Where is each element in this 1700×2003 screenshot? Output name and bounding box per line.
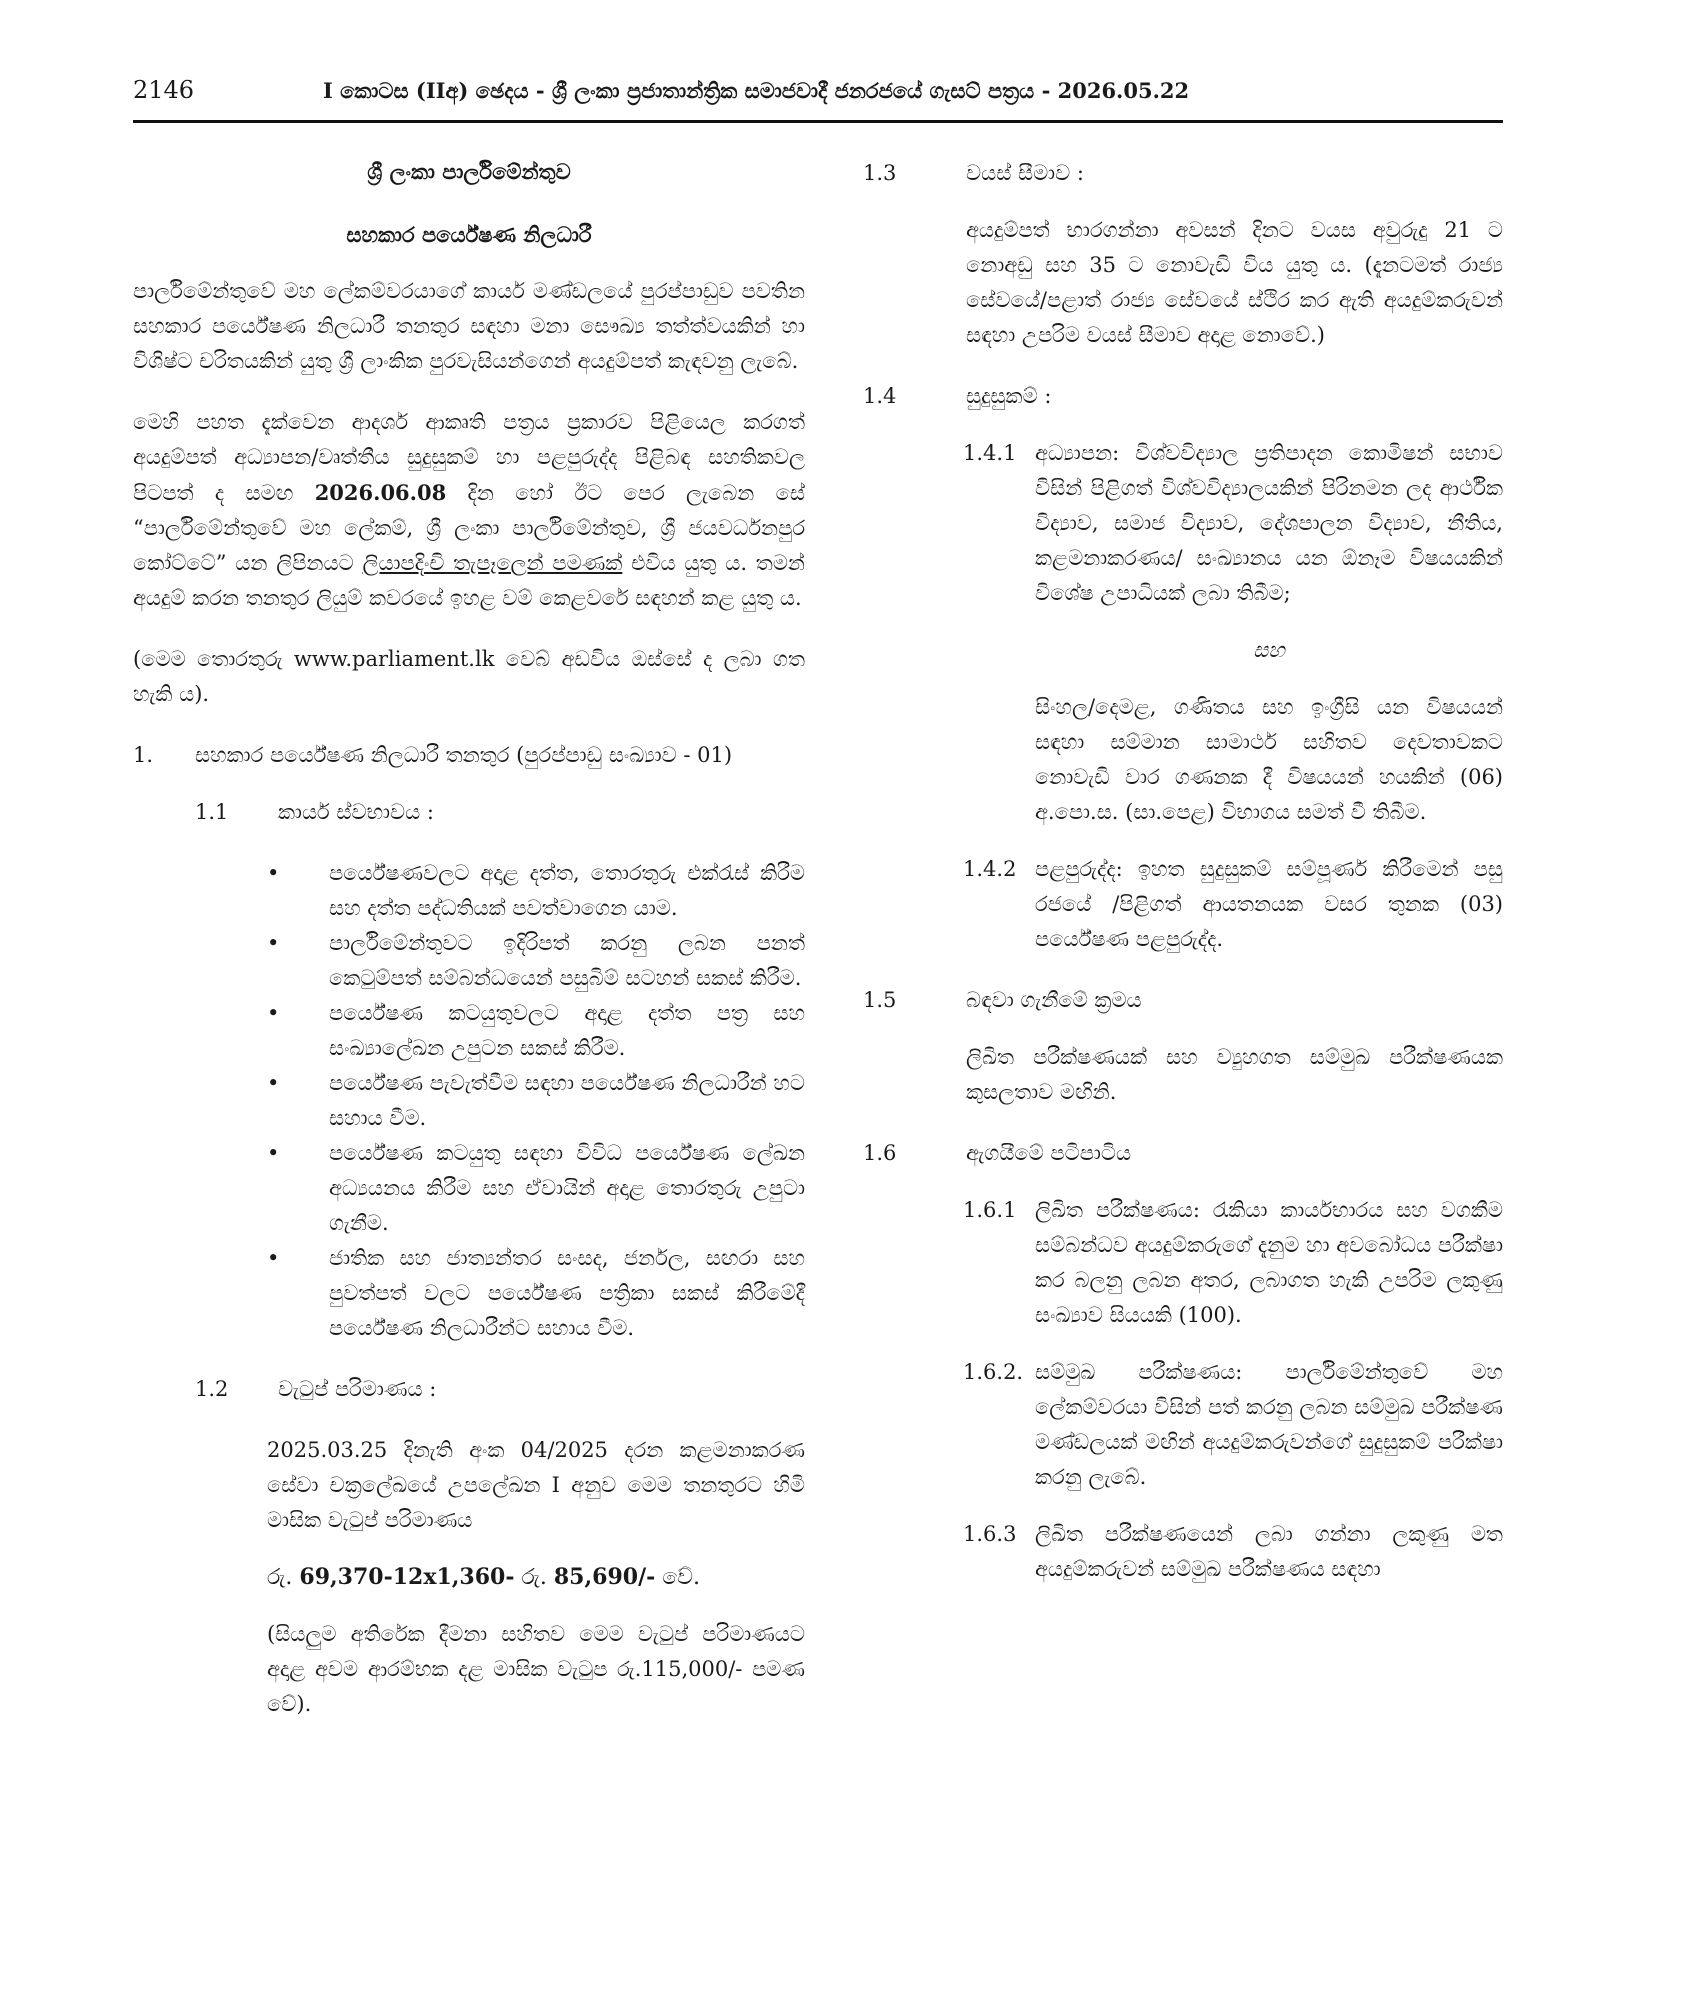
section-1-number: 1.	[133, 743, 154, 767]
submission-text-a: මෙහි පහත දැක්වෙන ආදර්ශ ආකෘති පත්‍රය ප්‍රකාරව පිළියෙල කරගත් අයදුම්පත් අධ්‍යාපන/වෘත්තීය සුදුසුකම් හා පළපුරුද්ද පිළිබඳ සහතිකවල පිටපත් ද සමඟ	[133, 410, 805, 505]
duty-item	[267, 996, 805, 1066]
section-1-6-1	[963, 1193, 1503, 1333]
gazette-page	[133, 0, 1503, 2003]
written-exam-text: ලිඛිත පරීක්ෂණය: රැකියා කාර්යභාරය සහ වගකීම සම්බන්ධව අයදුම්කරුගේ දැනුම හා අවබෝධය පරීක්ෂා කර බලනු ලබන අතර, ලබාගත හැකි උපරිම ලකුණු සංඛ්‍යාව සියයකි (100).	[1035, 1198, 1503, 1327]
salary-mid: රු.	[521, 1565, 547, 1590]
section-1-1-title: කාර්ය ස්වභාවය :	[278, 800, 435, 824]
ol-qualification: සිංහල/දෙමළ, ගණිතය සහ ඉංග්‍රීසි යන විෂයයන් සඳහා සම්මාන සාමාර්ථ සහිතව දෙවතාවකට නොවැඩි වාර ගණනක දී විෂයයන් හයකින් (06) අ.පො.ස. (සා.පෙළ) විභාගය සමත් වී තිබීම.	[1035, 695, 1503, 824]
section-1-3-number: 1.3	[863, 161, 897, 185]
submission-text-b: දින හෝ ඊට පෙර ලැබෙන සේ “පාර්ලිමේන්තුවේ මහ ලේකම්, ශ්‍රී ලංකා පාර්ලිමේන්තුව, ශ්‍රී ජයවර්ධනපුර කෝට්ටේ” යන ලිපිනයට	[133, 481, 806, 575]
registered-post-note: ලියාපදිංචි තැපෑලෙන් පමණක්	[362, 551, 623, 575]
section-1-4-2	[963, 852, 1503, 957]
salary-circular-text: 2025.03.25 දිනැති අංක 04/2025 දරන කළමනාකරණ සේවා චක්‍රලේඛයේ උපලේඛන I අනුව මෙම තනතුරට හිමි මාසික වැටුප් පරිමාණය	[267, 1438, 805, 1532]
salary-scale-line	[267, 1560, 805, 1595]
experience-qualification: පළපුරුද්ද: ඉහත සුදුසුකම් සම්පූර්ණ කිරීමෙන් පසු රජයේ /පිළිගත් ආයතනයක වසර තුනක (03) පර්යේෂණ පළපුරුද්ද.	[1035, 857, 1503, 951]
section-1-5	[863, 983, 1503, 1018]
duty-text: පර්යේෂණ පැවැත්වීම සඳහා පර්යේෂණ නිලධාරීන් හට සහාය වීම.	[329, 1071, 806, 1130]
duty-text: පාර්ලිමේන්තුවට ඉදිරිපත් කරනු ලබන පනත් කෙටුම්පත් සම්බන්ධයෙන් පසුබිම් සටහන් සකස් කිරීම.	[329, 931, 805, 990]
section-1-6-number: 1.6	[863, 1141, 897, 1165]
section-1-6-title: ඇගයීමේ පටිපාටිය	[966, 1141, 1132, 1165]
interview-text: සම්මුඛ පරීක්ෂණය: පාර්ලිමේන්තුවේ මහ ලේකම්වරයා විසින් පත් කරනු ලබන සම්මුඛ පරීක්ෂණ මණ්ඩලයක් මඟින් අයදුම්කරුවන්ගේ සුදුසුකම් පරීක්ෂා කරනු ලැබේ.	[1035, 1360, 1503, 1489]
section-1-6-3	[963, 1517, 1503, 1587]
duty-item	[267, 926, 805, 996]
salary-note: (සියලුම අතිරේක දීමනා සහිතව මෙම වැටුප් පරිමාණයට අදාළ අවම ආරම්භක දළ මාසික වැටුප රු.115,000/- පමණ වේ).	[267, 1622, 805, 1716]
salary-scale: 69,370-12x1,360-	[299, 1564, 515, 1590]
section-1-4-title: සුදුසුකම් :	[966, 384, 1052, 408]
section-1-2-number: 1.2	[195, 1377, 229, 1401]
duty-text: පර්යේෂණ කටයුතු සඳහා විවිධ පර්යේෂණ ලේඛන අධ්‍යයනය කිරීම සහ ඒවායින් අදාළ තොරතුරු උපුටා ගැනීම.	[329, 1141, 805, 1235]
duty-text: ජාතික සහ ජාත්‍යන්තර සංසද, ජර්නල, සඟරා සහ පුවත්පත් වලට පර්යේෂණ පත්‍රිකා සකස් කිරීමේදී පර්යේෂණ නිලධාරීන්ට සහාය වීම.	[329, 1246, 805, 1340]
section-1-4-1-number: 1.4.1	[963, 441, 1017, 465]
section-1-4-2-number: 1.4.2	[963, 857, 1017, 881]
section-1-4-number: 1.4	[863, 384, 897, 408]
section-1-1	[133, 795, 805, 830]
duty-text: පර්යේෂණ කටයුතුවලට අදාළ දත්ත පත්‍ර සහ සංඛ්‍යාලේඛන උපුටන සකස් කිරීම.	[329, 1001, 805, 1060]
section-1-6-1-number: 1.6.1	[963, 1198, 1017, 1222]
section-1-6-2	[963, 1355, 1503, 1495]
right-column	[863, 148, 1503, 1587]
salary-suffix: වේ.	[662, 1565, 701, 1590]
section-1-3	[863, 156, 1503, 191]
section-1-6-3-number: 1.6.3	[963, 1522, 1017, 1546]
bullet-icon: •	[267, 1001, 280, 1025]
page-number: 2146	[133, 76, 195, 104]
recruitment-method-text: ලිඛිත පරීක්ෂණයක් සහ ව්‍යුහගත සම්මුඛ පරීක්ෂණයක කුසලතාව මඟිනි.	[966, 1045, 1503, 1104]
section-1-4-1	[963, 436, 1503, 611]
section-1-3-title: වයස් සීමාව :	[966, 161, 1084, 185]
section-1-5-title: බඳවා ගැනීමේ ක්‍රමය	[966, 988, 1142, 1012]
duty-item	[267, 1136, 805, 1241]
salary-max: 85,690/-	[553, 1564, 656, 1590]
bullet-icon: •	[267, 1141, 280, 1165]
section-1	[133, 738, 805, 773]
left-column	[133, 148, 805, 1722]
education-qualification: අධ්‍යාපන: විශ්වවිද්‍යාල ප්‍රතිපාදන කොමිෂන් සභාව විසින් පිළිගත් විශ්වවිද්‍යාලයකින් පිරිනමන ලද ආර්ථික විද්‍යාව, සමාජ විද්‍යාව, දේශපාලන විද්‍යාව, නීතිය, කළමනාකරණය/ සංඛ්‍යානය යන ඕනෑම විෂයයකින් විශේෂ උපාධියක් ලබා තිබීම;	[1035, 441, 1503, 605]
bullet-icon: •	[267, 931, 280, 955]
bullet-icon: •	[267, 861, 280, 885]
duty-item	[267, 1241, 805, 1346]
salary-prefix: රු.	[267, 1565, 293, 1590]
heading-parliament: ශ්‍රී ලංකා පාර්ලිමේන්තුව	[367, 159, 571, 184]
section-1-6-2-number: 1.6.2.	[963, 1360, 1024, 1384]
gazette-title: I කොටස (IIඅ) ඡෙදය - ශ්‍රී ලංකා ප්‍රජාතාන්ත්‍රික සමාජවාදී ජනරජයේ ගැසට් පත්‍රය - 2026.05.22	[323, 78, 1190, 103]
age-limit-text: අයදුම්පත් භාරගන්නා අවසන් දිනට වයස අවුරුදු 21 ට නොඅඩු සහ 35 ට නොවැඩි විය යුතු ය. (දැනටමත් රාජ්‍ය සේවයේ/පළාත් රාජ්‍ය සේවයේ ස්ථිර කර ඇති අයදුම්කරුවන් සඳහා උපරිම වයස් සීමාව අදාළ නොවේ.)	[966, 218, 1503, 347]
intro-paragraph: පාර්ලිමේන්තුවේ මහ ලේකම්වරයාගේ කාර්ය මණ්ඩලයේ පුරප්පාඩුව පවතින සහකාර පර්යේෂණ නිලධාරී තනතුර සඳහා මනා සෞඛ්‍ය තත්ත්වයකින් හා විශිෂ්ට චරිතයකින් යුතු ශ්‍රී ලාංකික පුරවැසියන්ගෙන් අයදුම්පත් කැඳවනු ලැබේ.	[133, 279, 805, 373]
duty-item	[267, 856, 805, 926]
website-note: (මෙම තොරතුරු www.parliament.lk වෙබ් අඩවිය ඔස්සේ ද ලබා ගත හැකි ය).	[133, 647, 805, 706]
section-1-5-number: 1.5	[863, 988, 897, 1012]
closing-date: 2026.06.08	[314, 480, 447, 505]
and-connector: සහ	[1253, 638, 1285, 662]
duty-text: පර්යේෂණවලට අදාළ දත්ත, තොරතුරු එක්රැස් කිරීම සහ දත්ත පද්ධතියක් පවත්වාගෙන යාම.	[329, 861, 805, 920]
section-1-6	[863, 1136, 1503, 1171]
bullet-icon: •	[267, 1246, 280, 1270]
section-1-1-number: 1.1	[195, 800, 229, 824]
heading-position: සහකාර පර්යේෂණ නිලධාරී	[346, 222, 592, 247]
section-1-2	[133, 1372, 805, 1407]
section-1-text: සහකාර පර්යේෂණ නිලධාරී තනතුර (පුරප්පාඩු සංඛ්‍යාව - 01)	[195, 743, 733, 767]
submission-paragraph	[133, 405, 805, 616]
page-header	[133, 76, 1503, 123]
duty-item	[267, 1066, 805, 1136]
section-1-4	[863, 379, 1503, 414]
marks-selection-text: ලිඛිත පරීක්ෂණයෙන් ලබා ගන්නා ලකුණු මත අයදුම්කරුවන් සම්මුඛ පරීක්ෂණය සඳහා	[1035, 1522, 1503, 1581]
submission-text-c: එවිය යුතු ය. තමන් අයදුම් කරන තනතුර ලියුම් කවරයේ ඉහළ වම් කෙළවරේ සඳහන් කළ යුතු ය.	[133, 551, 805, 610]
section-1-2-title: වැටුප් පරිමාණය :	[278, 1377, 437, 1401]
bullet-icon: •	[267, 1071, 280, 1095]
duties-list	[267, 856, 805, 1346]
